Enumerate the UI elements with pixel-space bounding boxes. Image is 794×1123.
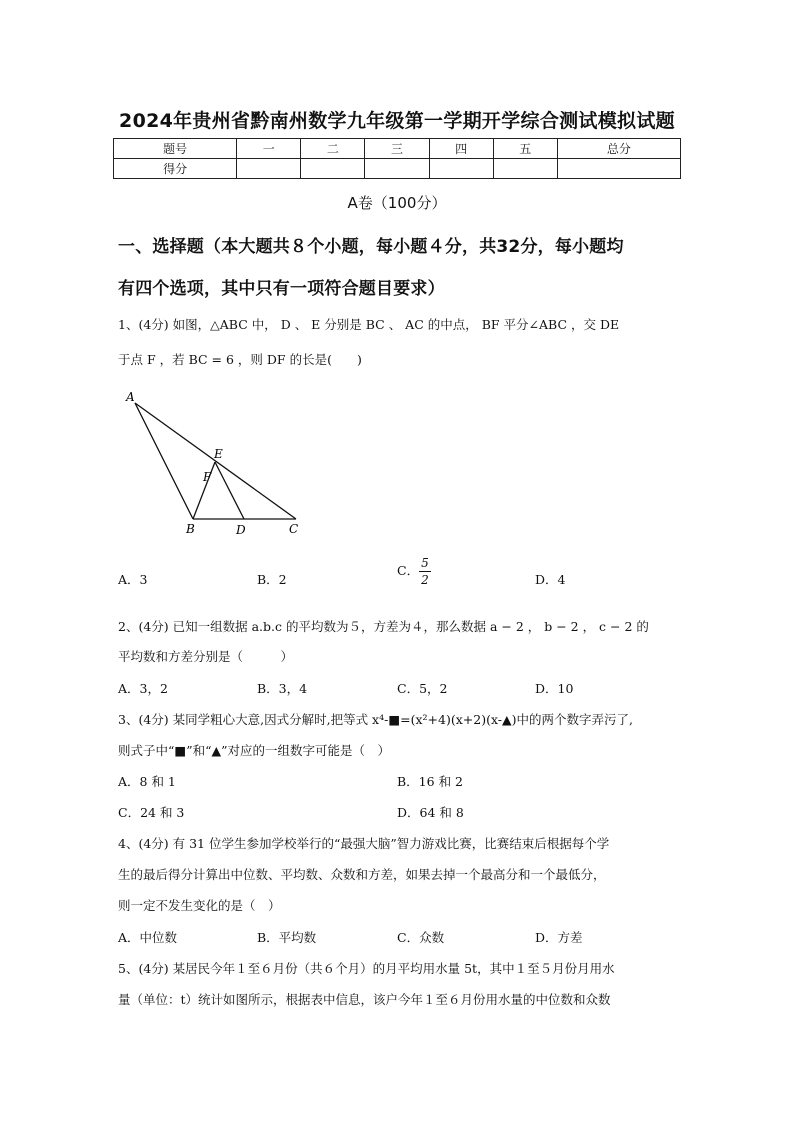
section-heading-line1: 一、选择题（本大题共８个小题，每小题４分，共32分，每小题均 <box>118 237 624 257</box>
q3-text-line1: 3、(4分) 某同学粗心大意,因式分解时,把等式 x⁴-■=(x²+4)(x+2)(x-▲)中的两个数字弄污了, <box>118 712 633 727</box>
q3-option-b[interactable]: B．16 和 2 <box>397 774 463 789</box>
q2-option-d[interactable]: D．10 <box>535 681 574 696</box>
score-header-cell: 三 <box>365 139 429 159</box>
label-a: A <box>126 390 135 404</box>
score-header-cell: 五 <box>493 139 557 159</box>
fraction <box>419 557 431 586</box>
q1-option-c-prefix: C． <box>397 563 420 578</box>
q2-option-c[interactable]: C．5，2 <box>397 681 448 696</box>
q3-option-d[interactable]: D．64 和 8 <box>397 805 464 820</box>
label-d: D <box>236 523 246 537</box>
segment-ac <box>135 403 296 519</box>
page-title: 2024年贵州省黔南州数学九年级第一学期开学综合测试模拟试题 <box>119 110 675 132</box>
q4-option-d[interactable]: D．方差 <box>535 930 583 945</box>
score-header-cell: 总分 <box>557 139 680 159</box>
score-cell <box>365 159 429 179</box>
q2-text-line1: 2、(4分) 已知一组数据 a.b.c 的平均数为５，方差为４，那么数据 a − 2 ， b − 2 ， c − 2 的 <box>118 619 649 634</box>
score-table <box>113 138 681 179</box>
fraction-bar <box>419 571 431 572</box>
q5-text-line1: 5、(4分) 某居民今年１至６月份（共６个月）的月平均用水量 5t，其中１至５月份月用水 <box>118 961 615 976</box>
fraction-denominator: 2 <box>421 573 429 587</box>
label-f: F <box>203 470 212 484</box>
q4-option-a[interactable]: A．中位数 <box>118 930 178 945</box>
q4-option-b[interactable]: B．平均数 <box>257 930 317 945</box>
score-table-score-row <box>114 159 681 179</box>
q4-text-line1: 4、(4分) 有 31 位学生参加学校举行的“最强大脑”智力游戏比赛，比赛结束后根据每个学 <box>118 836 610 851</box>
q1-option-c[interactable] <box>397 557 431 586</box>
score-row-label: 得分 <box>114 159 237 179</box>
paper-part-heading: A卷（100分） <box>347 194 447 212</box>
score-cell <box>493 159 557 179</box>
triangle-figure <box>118 388 318 547</box>
q1-option-a[interactable]: A．3 <box>118 572 148 587</box>
label-b: B <box>186 522 195 536</box>
score-cell <box>557 159 680 179</box>
segment-ab <box>135 403 193 519</box>
triangle-diagram <box>118 388 318 543</box>
q1-text-line2: 于点 F ，若 BC = 6 ，则 DF 的长是( ) <box>118 352 362 367</box>
score-table-header-row <box>114 139 681 159</box>
score-cell <box>429 159 493 179</box>
q4-text-line3: 则一定不发生变化的是（ ） <box>118 898 281 913</box>
q3-option-c[interactable]: C．24 和 3 <box>118 805 185 820</box>
score-cell <box>301 159 365 179</box>
q5-text-line2: 量（单位：t）统计如图所示，根据表中信息，该户今年１至６月份用水量的中位数和众数 <box>118 992 611 1007</box>
score-header-cell: 二 <box>301 139 365 159</box>
label-e: E <box>214 447 223 461</box>
q1-option-b[interactable]: B．2 <box>257 572 287 587</box>
score-header-cell: 题号 <box>114 139 237 159</box>
q3-text-line2: 则式子中“■”和“▲”对应的一组数字可能是（ ） <box>118 743 390 758</box>
q2-option-b[interactable]: B．3，4 <box>257 681 308 696</box>
label-c: C <box>289 522 299 536</box>
q4-text-line2: 生的最后得分计算出中位数、平均数、众数和方差，如果去掉一个最高分和一个最低分， <box>118 867 606 882</box>
q2-option-a[interactable]: A．3，2 <box>118 681 168 696</box>
q3-option-a[interactable]: A．8 和 1 <box>118 774 176 789</box>
section-heading-line2: 有四个选项，其中只有一项符合题目要求） <box>118 279 445 299</box>
q1-option-d[interactable]: D．4 <box>535 572 566 587</box>
fraction-numerator: 5 <box>421 556 429 570</box>
score-header-cell: 一 <box>237 139 301 159</box>
q2-text-line2: 平均数和方差分别是（ ） <box>118 649 294 664</box>
score-cell <box>237 159 301 179</box>
score-header-cell: 四 <box>429 139 493 159</box>
q1-text-line1: 1、(4分) 如图，△ABC 中， D 、 E 分别是 BC 、 AC 的中点， BF 平分∠ABC ，交 DE <box>118 317 620 332</box>
q4-option-c[interactable]: C．众数 <box>397 930 445 945</box>
